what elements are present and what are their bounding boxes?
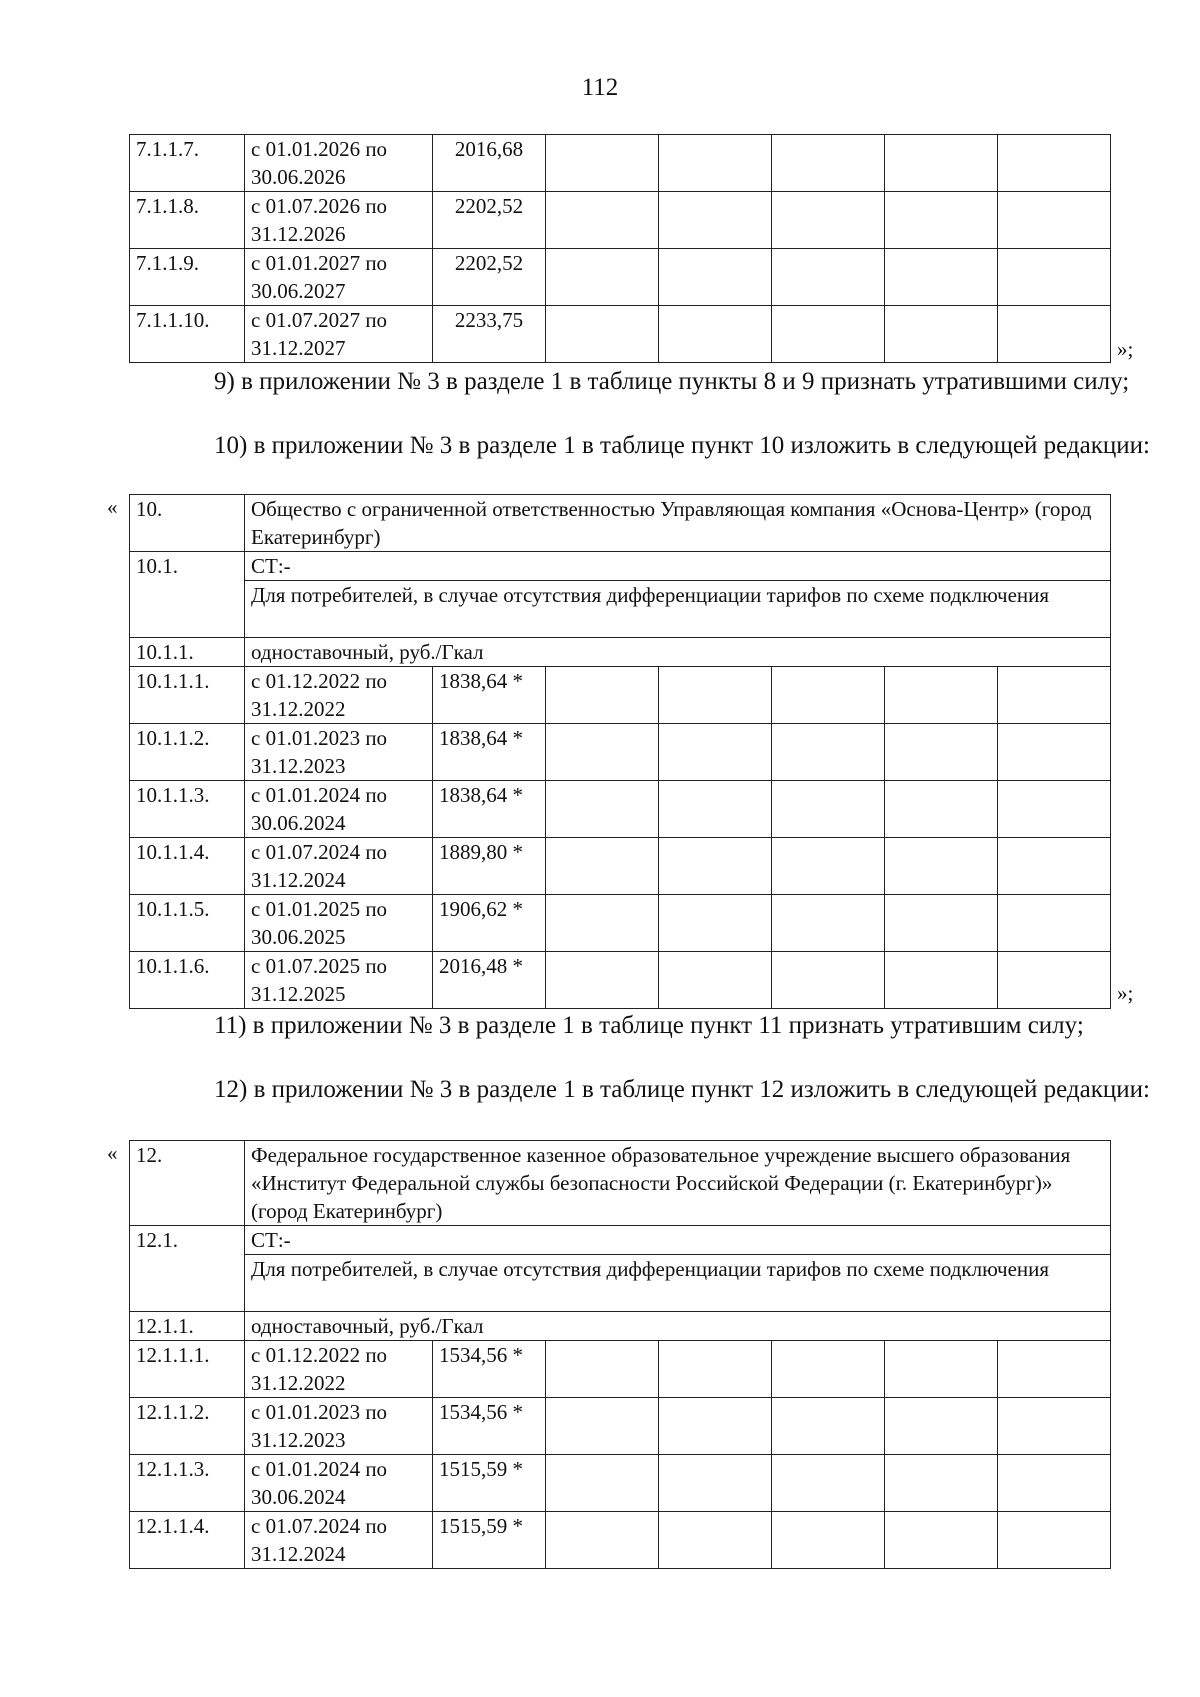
table-row [130,1512,1111,1569]
rate-label: одноставочный, руб./Гкал [245,638,1111,667]
row-period: с 01.01.2024 по 30.06.2024 [245,781,433,838]
row-price: 2233,75 [433,306,546,363]
row-period: с 01.01.2026 по 30.06.2026 [245,135,433,192]
row-number: 10.1.1.2. [130,724,245,781]
subsection-description: Для потребителей, в случае отсутствия дифференциации тарифов по схеме подключения [245,581,1111,638]
closing-quote: »; [1117,337,1134,361]
row-number: 7.1.1.7. [130,135,245,192]
table-row [130,838,1111,895]
org-name: Общество с ограниченной ответственностью Управляющая компания «Основа-Центр» (город Екатеринбург) [245,495,1111,552]
opening-quote: « [107,1141,118,1165]
row-period: с 01.07.2024 по 31.12.2024 [245,838,433,895]
row-period: с 01.07.2027 по 31.12.2027 [245,306,433,363]
row-period: с 01.01.2027 по 30.06.2027 [245,249,433,306]
row-price: 1534,56 * [433,1341,546,1398]
row-price: 1838,64 * [433,667,546,724]
row-number: 10.1.1.1. [130,667,245,724]
row-number: 7.1.1.8. [130,192,245,249]
row-price: 1515,59 * [433,1512,546,1569]
row-period: с 01.07.2025 по 31.12.2025 [245,952,433,1009]
subsection-row [130,552,1111,581]
closing-quote: »; [1117,981,1134,1005]
tariff-table-12 [129,1140,1111,1569]
row-price: 2202,52 [433,192,546,249]
row-number: 10.1.1.3. [130,781,245,838]
row-number: 10.1.1.6. [130,952,245,1009]
paragraph-9: 9) в приложении № 3 в разделе 1 в таблице пункты 8 и 9 признать утратившими силу; [214,368,1130,395]
row-price: 1534,56 * [433,1398,546,1455]
subsection-number: 12.1. [130,1226,245,1312]
table-row [130,1341,1111,1398]
subsection-desc-row [130,581,1111,638]
row-price: 1838,64 * [433,724,546,781]
row-number: 7.1.1.9. [130,249,245,306]
table-row [130,249,1111,306]
org-number: 10. [130,495,245,552]
table-row [130,667,1111,724]
table-row [130,1455,1111,1512]
row-price: 2016,68 [433,135,546,192]
row-price: 1515,59 * [433,1455,546,1512]
row-price: 2016,48 * [433,952,546,1009]
rate-number: 12.1.1. [130,1312,245,1341]
subsection-ct: СТ:- [245,552,1111,581]
row-price: 1889,80 * [433,838,546,895]
table-row [130,952,1111,1009]
subsection-number: 10.1. [130,552,245,638]
subsection-desc-row [130,1255,1111,1312]
row-price: 1838,64 * [433,781,546,838]
table-row [130,895,1111,952]
row-period: с 01.01.2024 по 30.06.2024 [245,1455,433,1512]
row-period: с 01.01.2025 по 30.06.2025 [245,895,433,952]
row-number: 10.1.1.5. [130,895,245,952]
org-name: Федеральное государственное казенное образовательное учреждение высшего образования «Институт Федеральной службы безопасности Российской Федерации (г. Екатеринбург)» (город Екатеринбург) [245,1141,1111,1226]
rate-row [130,1312,1111,1341]
row-period: с 01.07.2026 по 31.12.2026 [245,192,433,249]
table-row [130,1398,1111,1455]
table-row [130,192,1111,249]
subsection-row [130,1226,1111,1255]
tariff-table-10 [129,494,1111,1009]
row-number: 12.1.1.2. [130,1398,245,1455]
table-row [130,724,1111,781]
row-period: с 01.01.2023 по 31.12.2023 [245,1398,433,1455]
row-price: 2202,52 [433,249,546,306]
paragraph-11: 11) в приложении № 3 в разделе 1 в таблице пункт 11 признать утратившим силу; [214,1012,1084,1039]
row-price: 1906,62 * [433,895,546,952]
subsection-description: Для потребителей, в случае отсутствия дифференциации тарифов по схеме подключения [245,1255,1111,1312]
org-header-row [130,495,1111,552]
org-number: 12. [130,1141,245,1226]
row-period: с 01.12.2022 по 31.12.2022 [245,1341,433,1398]
tariff-table-7 [129,134,1111,363]
page-number: 112 [581,74,619,101]
rate-row [130,638,1111,667]
row-number: 10.1.1.4. [130,838,245,895]
row-period: с 01.07.2024 по 31.12.2024 [245,1512,433,1569]
row-period: с 01.12.2022 по 31.12.2022 [245,667,433,724]
row-number: 7.1.1.10. [130,306,245,363]
paragraph-10: 10) в приложении № 3 в разделе 1 в таблице пункт 10 изложить в следующей редакции: [214,432,1150,459]
row-number: 12.1.1.4. [130,1512,245,1569]
table-row [130,781,1111,838]
row-number: 12.1.1.1. [130,1341,245,1398]
paragraph-12: 12) в приложении № 3 в разделе 1 в таблице пункт 12 изложить в следующей редакции: [214,1076,1150,1103]
rate-label: одноставочный, руб./Гкал [245,1312,1111,1341]
row-period: с 01.01.2023 по 31.12.2023 [245,724,433,781]
rate-number: 10.1.1. [130,638,245,667]
table-row [130,135,1111,192]
table-row [130,306,1111,363]
subsection-ct: СТ:- [245,1226,1111,1255]
org-header-row [130,1141,1111,1226]
row-number: 12.1.1.3. [130,1455,245,1512]
opening-quote: « [107,495,118,519]
